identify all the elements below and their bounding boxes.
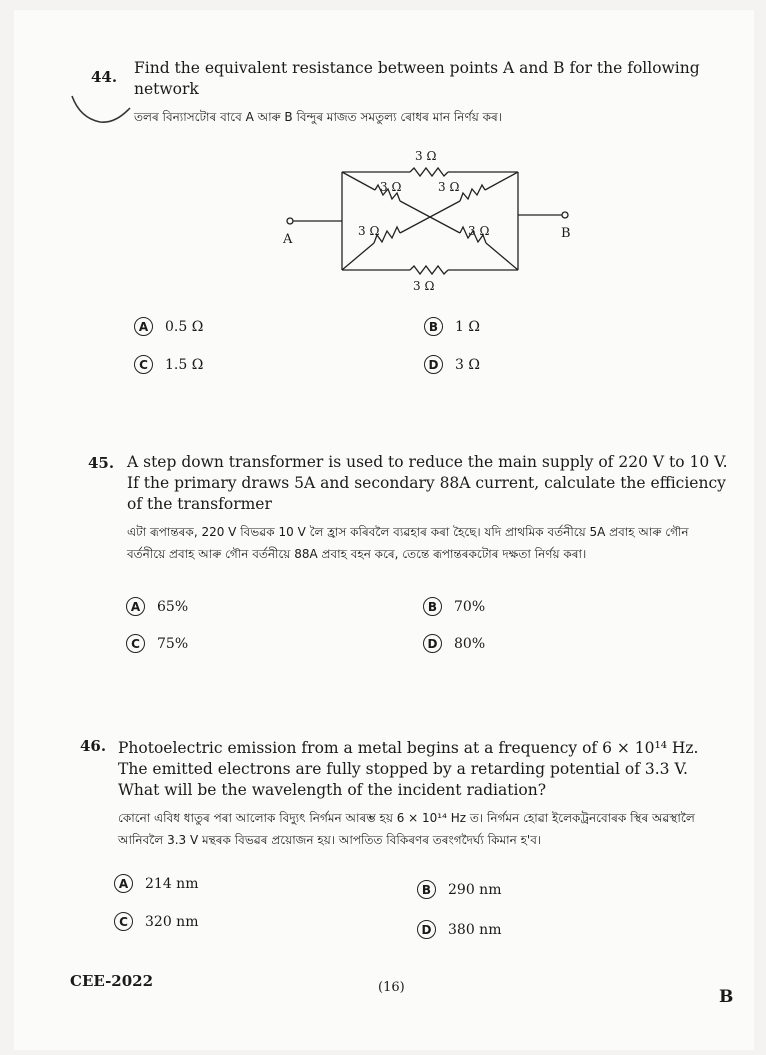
question-text-as: তলৰ বিন্যাসটোৰ বাবে A আৰু B বিন্দুৰ মাজত সমতুল্য ৰোধৰ মান নিৰ্ণয় কৰ।: [134, 110, 503, 124]
option-letter: A: [114, 874, 133, 893]
option-text: 70%: [454, 598, 486, 615]
option-text: 290 nm: [448, 881, 502, 898]
option-letter: B: [424, 317, 443, 336]
option-text: 80%: [454, 635, 486, 652]
option-text: 3 Ω: [455, 356, 480, 373]
exam-code: CEE-2022: [70, 972, 154, 990]
page-number: (16): [378, 980, 405, 995]
resistor-label-upper-left: 3 Ω: [380, 180, 402, 194]
option-letter: B: [423, 597, 442, 616]
option-letter: D: [423, 634, 442, 653]
option-letter: B: [417, 880, 436, 899]
option-c[interactable]: [134, 355, 203, 374]
resistor-label-lower-right: 3 Ω: [468, 224, 490, 238]
option-text: 320 nm: [145, 913, 199, 930]
question-number: 45.: [88, 454, 115, 472]
option-b[interactable]: [424, 317, 480, 336]
resistor-label-lower-left: 3 Ω: [358, 224, 380, 238]
question-text-as: কোনো এবিধ ধাতুৰ পৰা আলোক বিদ্যুৎ নিৰ্গমন আৰম্ভ হয় 6 × 10¹⁴ Hz ত। নিৰ্গমন হোৱা ইলেকট্ৰনবোৰক স্থিৰ অৱস্থালৈ আনিবলৈ 3.3 V মন্থৰক বিভৱৰ প্ৰয়োজন হয়। আপতিত বিকিৰণৰ তৰংগদৈৰ্ঘ্য কিমান হ'ব।: [118, 811, 695, 847]
option-d[interactable]: [423, 634, 485, 653]
option-text: 75%: [157, 635, 189, 652]
option-b[interactable]: [417, 880, 501, 899]
resistor-network-diagram: [280, 145, 580, 295]
option-text: 65%: [157, 598, 189, 615]
handwritten-check-mark: [70, 88, 140, 128]
option-a[interactable]: [134, 317, 203, 336]
node-label-b: B: [561, 226, 571, 241]
option-text: 1.5 Ω: [165, 356, 204, 373]
resistor-label-top: 3 Ω: [415, 149, 437, 163]
option-d[interactable]: [424, 355, 480, 374]
option-text: 214 nm: [145, 875, 199, 892]
option-c[interactable]: [126, 634, 188, 653]
question-text-en: Photoelectric emission from a metal begins at a frequency of 6 × 10¹⁴ Hz. The emitted electrons are fully stopped by a retarding potential of 3.3 V. What will be the wavelength of the incident radiation?: [118, 739, 699, 799]
resistor-label-upper-right: 3 Ω: [438, 180, 460, 194]
series-code: B: [719, 987, 734, 1007]
option-letter: C: [126, 634, 145, 653]
option-text: 1 Ω: [455, 318, 480, 335]
option-letter: D: [424, 355, 443, 374]
option-d[interactable]: [417, 920, 501, 939]
option-text: 0.5 Ω: [165, 318, 204, 335]
option-letter: C: [134, 355, 153, 374]
option-b[interactable]: [423, 597, 485, 616]
question-text-en: A step down transformer is used to reduce the main supply of 220 V to 10 V. If the primary draws 5A and secondary 88A current, calculate the efficiency of the transformer: [127, 453, 728, 513]
option-a[interactable]: [126, 597, 188, 616]
node-label-a: A: [283, 232, 293, 247]
resistor-label-bottom: 3 Ω: [413, 279, 435, 293]
question-number: 44.: [91, 68, 118, 86]
question-text-as: এটা ৰূপান্তৰক, 220 V বিভৱক 10 V লৈ হ্ৰাস কৰিবলৈ ব্যৱহাৰ কৰা হৈছে। যদি প্ৰাথমিক বৰ্তনীয়ে 5A প্ৰবাহ আৰু গৌন বৰ্তনীয়ে প্ৰবাহ আৰু গৌন বৰ্তনীয়ে 88A প্ৰবাহ বহন কৰে, তেন্তে ৰূপান্তৰকটোৰ দক্ষতা নিৰ্ণয় কৰা।: [127, 525, 689, 561]
option-letter: C: [114, 912, 133, 931]
question-number: 46.: [80, 737, 107, 755]
question-text-en: Find the equivalent resistance between points A and B for the following network: [134, 59, 700, 98]
question-45: [127, 452, 730, 565]
option-letter: D: [417, 920, 436, 939]
question-46: [118, 738, 730, 851]
option-letter: A: [134, 317, 153, 336]
option-c[interactable]: [114, 912, 198, 931]
option-letter: A: [126, 597, 145, 616]
option-a[interactable]: [114, 874, 198, 893]
option-text: 380 nm: [448, 921, 502, 938]
question-44: [134, 58, 732, 128]
